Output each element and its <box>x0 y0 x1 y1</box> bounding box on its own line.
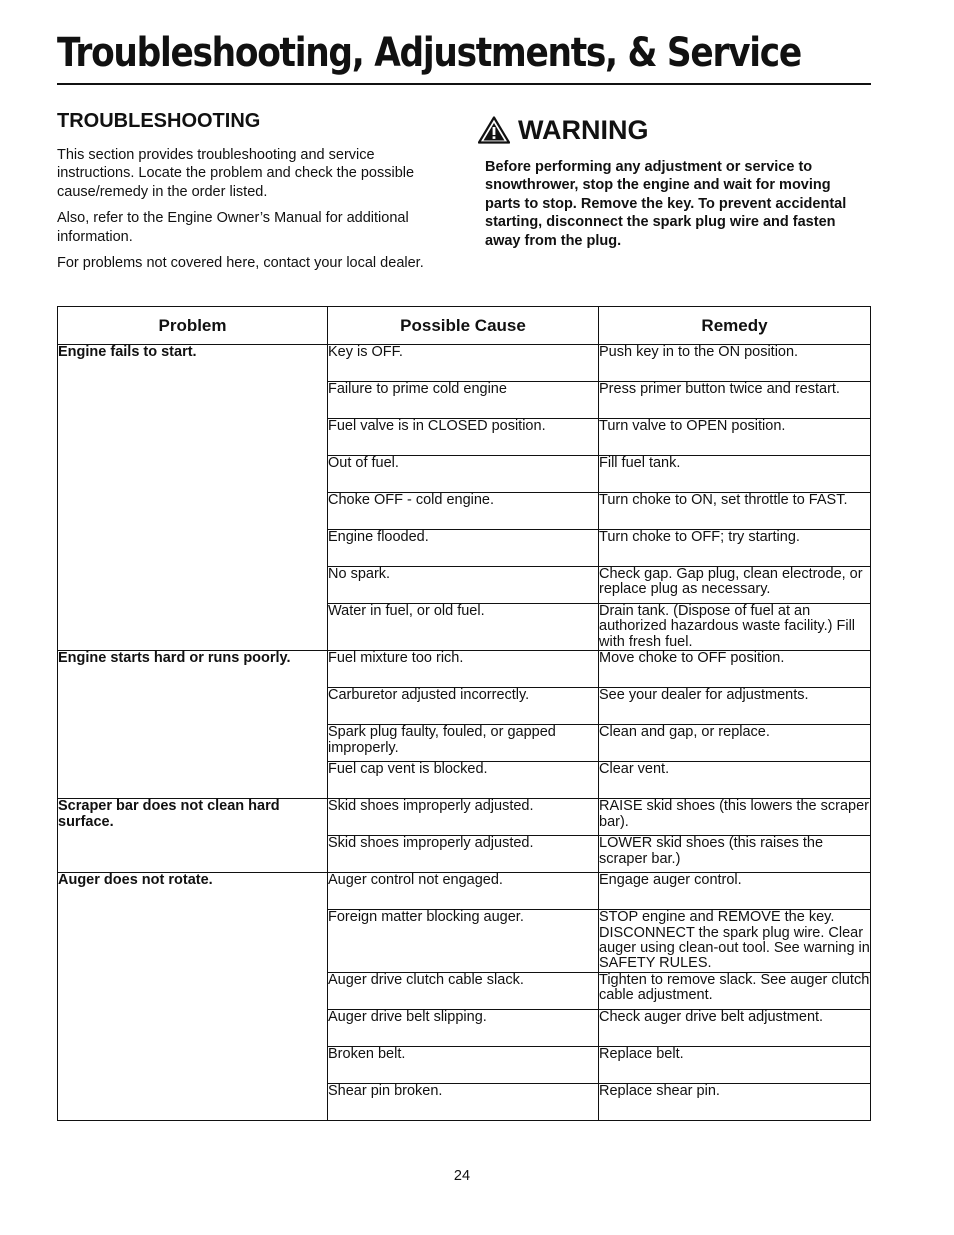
table-header-row <box>58 307 871 345</box>
remedy-cell: LOWER skid shoes (this raises the scraper bar.) <box>599 836 871 873</box>
page-number: 24 <box>453 1168 471 1184</box>
intro-paragraph-1: This section provides troubleshooting and service instructions. Locate the problem and check the possible cause/remedy in the order listed. <box>57 147 415 200</box>
remedy-cell: Clean and gap, or replace. <box>599 725 871 762</box>
remedy-cell: Drain tank. (Dispose of fuel at an authorized hazardous waste facility.) Fill with fresh fuel. <box>599 604 871 651</box>
remedy-cell: Check gap. Gap plug, clean electrode, or replace plug as necessary. <box>599 567 871 604</box>
remedy-cell: Fill fuel tank. <box>599 456 871 493</box>
remedy-cell: Tighten to remove slack. See auger clutch cable adjustment. <box>599 972 871 1009</box>
cause-cell: Spark plug faulty, fouled, or gapped improperly. <box>328 725 599 762</box>
cause-cell: Fuel cap vent is blocked. <box>328 762 599 799</box>
section-heading: TROUBLESHOOTING <box>57 110 261 132</box>
cause-cell: Skid shoes improperly adjusted. <box>328 836 599 873</box>
table-row <box>58 345 871 382</box>
cause-cell: Carburetor adjusted incorrectly. <box>328 688 599 725</box>
remedy-cell: Replace belt. <box>599 1046 871 1083</box>
remedy-cell: Replace shear pin. <box>599 1083 871 1120</box>
cause-cell: Water in fuel, or old fuel. <box>328 604 599 651</box>
page-title: Troubleshooting, Adjustments, & Service <box>57 30 801 76</box>
troubleshooting-intro <box>57 108 447 280</box>
warning-header <box>478 112 848 148</box>
table-row <box>58 873 871 910</box>
header-problem: Problem <box>58 307 328 345</box>
problem-cell: Auger does not rotate. <box>58 873 328 1121</box>
problem-cell: Scraper bar does not clean hard surface. <box>58 799 328 873</box>
remedy-cell: See your dealer for adjustments. <box>599 688 871 725</box>
remedy-cell: Turn valve to OPEN position. <box>599 419 871 456</box>
remedy-cell: Clear vent. <box>599 762 871 799</box>
intro-paragraph-2: Also, refer to the Engine Owner’s Manual for additional information. <box>57 210 409 245</box>
table-row <box>58 651 871 688</box>
remedy-cell: STOP engine and REMOVE the key. DISCONNECT the spark plug wire. Clear auger using clean-out tool. See warning in SAFETY RULES. <box>599 909 870 972</box>
cause-cell: Fuel valve is in CLOSED position. <box>328 419 599 456</box>
remedy-cell: Engage auger control. <box>599 873 871 910</box>
problem-cell: Engine starts hard or runs poorly. <box>58 651 328 799</box>
warning-triangle-icon <box>478 116 510 144</box>
remedy-cell: Press primer button twice and restart. <box>599 382 871 419</box>
cause-cell: Broken belt. <box>328 1046 599 1083</box>
title-rule <box>57 83 871 85</box>
warning-title: WARNING <box>518 115 649 145</box>
header-remedy: Remedy <box>599 307 871 345</box>
table-body <box>58 345 871 1121</box>
remedy-cell: Check auger drive belt adjustment. <box>599 1009 871 1046</box>
remedy-cell: Move choke to OFF position. <box>599 651 871 688</box>
warning-text: Before performing any adjustment or service to snowthrower, stop the engine and wait for moving parts to stop. Remove the key. To prevent accidental starting, disconnect the spark plug wire and fasten away from the plug. <box>485 159 847 249</box>
cause-cell: Auger drive clutch cable slack. <box>328 972 599 1009</box>
remedy-cell: Push key in to the ON position. <box>599 345 871 382</box>
cause-cell: Engine flooded. <box>328 530 599 567</box>
warning-box <box>478 112 848 250</box>
problem-cell: Engine fails to start. <box>58 345 328 651</box>
cause-cell: Fuel mixture too rich. <box>328 651 599 688</box>
remedy-cell: Turn choke to OFF; try starting. <box>599 530 871 567</box>
cause-cell: Shear pin broken. <box>328 1083 599 1120</box>
cause-cell: Out of fuel. <box>328 456 599 493</box>
cause-cell: Failure to prime cold engine <box>328 382 599 419</box>
cause-cell: No spark. <box>328 567 599 604</box>
troubleshooting-table <box>57 306 871 1121</box>
cause-cell: Auger drive belt slipping. <box>328 1009 599 1046</box>
intro-paragraph-3: For problems not covered here, contact your local dealer. <box>57 255 424 272</box>
cause-cell: Choke OFF - cold engine. <box>328 493 599 530</box>
remedy-cell: RAISE skid shoes (this lowers the scraper bar). <box>599 799 871 836</box>
header-possible-cause: Possible Cause <box>328 307 599 345</box>
table-row <box>58 799 871 836</box>
remedy-cell: Turn choke to ON, set throttle to FAST. <box>599 493 871 530</box>
cause-cell: Foreign matter blocking auger. <box>328 910 599 973</box>
cause-cell: Auger control not engaged. <box>328 873 599 910</box>
cause-cell: Skid shoes improperly adjusted. <box>328 799 599 836</box>
cause-cell: Key is OFF. <box>328 345 599 382</box>
